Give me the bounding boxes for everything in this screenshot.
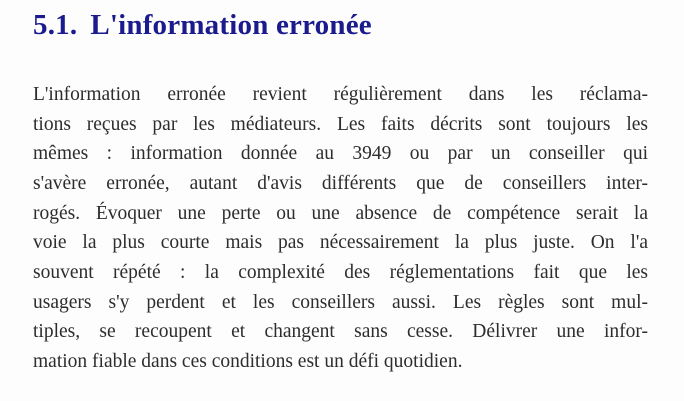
paragraph-line: tions reçues par les médiateurs. Les faits décrits sont toujours les — [33, 113, 648, 135]
section-heading — [33, 8, 648, 43]
paragraph-line: voie la plus courte mais pas nécessairement la plus juste. On l'a — [33, 232, 648, 254]
section-number: 5.1. — [33, 9, 78, 41]
paragraph-line: mêmes : information donnée au 3949 ou par un conseiller qui — [33, 143, 648, 165]
paragraph-line: souvent répété : la complexité des réglementations fait que les — [33, 262, 648, 284]
paragraph-line: s'avère erronée, autant d'avis différents que de conseillers inter- — [33, 172, 648, 194]
body-paragraph — [33, 80, 648, 377]
paragraph-line: mation fiable dans ces conditions est un défi quotidien. — [33, 351, 463, 373]
paragraph-line: rogés. Évoquer une perte ou une absence de compétence serait la — [33, 202, 648, 224]
paragraph-line: L'information erronée revient régulièrement dans les réclama- — [33, 83, 648, 105]
section-title: L'information erronée — [90, 9, 372, 41]
paragraph-line: tiples, se recoupent et changent sans cesse. Délivrer une infor- — [33, 321, 648, 343]
paragraph-line: usagers s'y perdent et les conseillers aussi. Les règles sont mul- — [33, 291, 648, 313]
